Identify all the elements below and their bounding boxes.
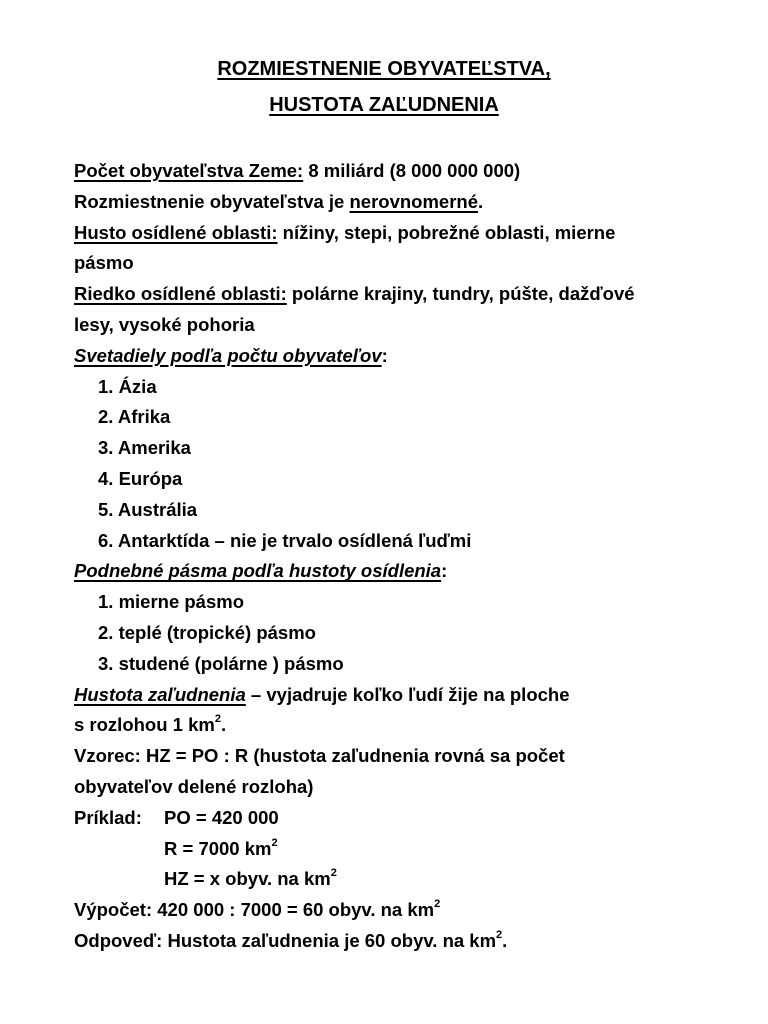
example-po: PO = 420 000 xyxy=(164,806,279,828)
zones-heading: Podnebné pásma podľa hustoty osídlenia xyxy=(74,560,442,582)
sparse-areas-value: polárne krajiny, tundry, púšte, dažďové xyxy=(286,283,635,305)
density-end: . xyxy=(220,714,227,736)
continents-heading-line xyxy=(74,341,714,372)
formula-line: Vzorec: HZ = PO : R (hustota zaľudnenia rovná sa počet xyxy=(74,745,565,767)
example-hz-line xyxy=(74,864,714,895)
density-definition-line-cont xyxy=(74,710,714,741)
zone-item: 1. mierne pásmo xyxy=(98,591,245,613)
calculation-superscript: 2 xyxy=(434,898,441,911)
dense-areas-line xyxy=(74,218,714,249)
continent-item: 3. Amerika xyxy=(98,437,191,459)
distribution-suffix: . xyxy=(478,190,484,212)
answer-text: Odpoveď: Hustota zaľudnenia je 60 obyv. na km xyxy=(74,929,497,951)
example-hz-superscript: 2 xyxy=(330,867,337,880)
continent-item: 6. Antarktída – nie je trvalo osídlená ľuďmi xyxy=(98,529,472,551)
continent-item: 2. Afrika xyxy=(98,406,171,428)
dense-areas-line-cont: pásmo xyxy=(74,252,134,274)
example-r: R = 7000 km xyxy=(164,837,272,859)
dense-areas-label: Husto osídlené oblasti: xyxy=(74,221,278,243)
continents-colon: : xyxy=(381,344,388,366)
continent-item: 4. Európa xyxy=(98,467,183,489)
document-title-line1: ROZMIESTNENIE OBYVATEĽSTVA, xyxy=(217,58,551,80)
continents-heading: Svetadiely podľa počtu obyvateľov xyxy=(74,344,382,366)
example-r-line xyxy=(74,834,714,865)
answer-line xyxy=(74,926,714,957)
sparse-areas-line-cont: lesy, vysoké pohoria xyxy=(74,313,255,335)
sparse-areas-label: Riedko osídlené oblasti: xyxy=(74,283,287,305)
zone-item: 2. teplé (tropické) pásmo xyxy=(98,621,316,643)
population-label: Počet obyvateľstva Zeme: xyxy=(74,160,304,181)
example-line xyxy=(74,803,714,834)
density-term: Hustota zaľudnenia xyxy=(74,683,246,705)
calculation-text: Výpočet: 420 000 : 7000 = 60 obyv. na km xyxy=(74,899,435,921)
continent-item: 1. Ázia xyxy=(98,375,157,397)
document-body xyxy=(74,156,714,957)
distribution-word: nerovnomerné xyxy=(349,190,478,212)
example-hz: HZ = x obyv. na km xyxy=(164,868,331,890)
continent-item: 5. Austrália xyxy=(98,498,198,520)
density-superscript: 2 xyxy=(214,713,221,726)
zones-colon: : xyxy=(441,560,448,582)
sparse-areas-line xyxy=(74,279,714,310)
example-label: Príklad: xyxy=(74,806,142,828)
calculation-line xyxy=(74,895,714,926)
distribution-line xyxy=(74,187,714,218)
dense-areas-value: nížiny, stepi, pobrežné oblasti, mierne xyxy=(277,221,616,243)
density-definition-line xyxy=(74,680,714,711)
zones-heading-line xyxy=(74,556,714,587)
answer-superscript: 2 xyxy=(496,928,503,941)
density-definition-cont: s rozlohou 1 km xyxy=(74,714,215,736)
answer-end: . xyxy=(502,929,508,951)
population-line xyxy=(74,156,714,187)
distribution-prefix: Rozmiestnenie obyvateľstva je xyxy=(74,190,350,212)
density-definition: – vyjadruje koľko ľudí žije na ploche xyxy=(245,683,570,705)
formula-line-cont: obyvateľov delené rozloha) xyxy=(74,775,314,797)
example-r-superscript: 2 xyxy=(271,836,278,849)
population-value: 8 miliárd (8 000 000 000) xyxy=(303,160,521,181)
zone-item: 3. studené (polárne ) pásmo xyxy=(98,652,344,674)
document-title-line2: HUSTOTA ZAĽUDNENIA xyxy=(269,94,499,116)
